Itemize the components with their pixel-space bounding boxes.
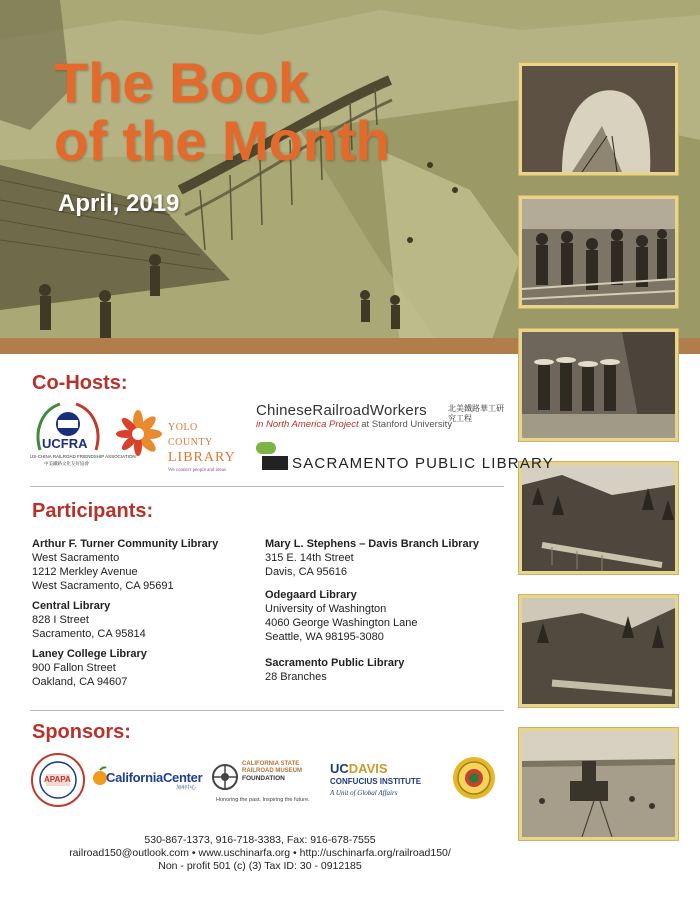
participant-line: West Sacramento, CA 95691	[32, 580, 174, 592]
participant-laney-college	[32, 647, 147, 689]
participant-odegaard-library	[265, 588, 417, 644]
participant-name: Arthur F. Turner Community Library	[32, 538, 219, 550]
ucdavis-confucius-logo	[330, 761, 440, 801]
csrm-line-3: FOUNDATION	[242, 775, 285, 782]
locomotive-wheel-icon	[212, 759, 238, 795]
confucius-institute-label: CONFUCIUS INSTITUTE	[330, 777, 422, 786]
csrm-line-2: RAILROAD MUSEUM	[242, 768, 302, 774]
apapa-logo	[30, 752, 86, 808]
participant-central-library	[32, 599, 146, 641]
gold-seal-logo	[452, 756, 496, 800]
page-title	[54, 51, 494, 172]
footer-contact	[0, 834, 520, 873]
ucdavis-davis: DAVIS	[348, 761, 388, 776]
event-date: April, 2019	[58, 190, 180, 217]
participant-line: 900 Fallon Street	[32, 662, 116, 674]
workers-crowd-photo	[519, 196, 678, 308]
mountain-trestle-photo-2	[519, 595, 678, 707]
participant-line: 828 I Street	[32, 614, 89, 626]
footer-tax-id: Non - profit 501 (c) (3) Tax ID: 30 - 0912185	[158, 860, 362, 872]
cohosts-heading: Co-Hosts:	[32, 372, 128, 394]
railyard-photo	[519, 728, 678, 840]
csrm-line-1: CALIFORNIA STATE	[242, 761, 300, 767]
mountain-trestle-photo-1	[519, 462, 678, 574]
crw-subtitle-plain: at Stanford University	[358, 419, 453, 430]
title-line-2: of the Month	[54, 109, 390, 172]
california-center-name: CaliforniaCenter	[106, 770, 203, 785]
california-center-sub: 加州中心	[176, 785, 197, 791]
participant-line: 4060 George Washington Lane	[265, 617, 418, 629]
participant-name: Central Library	[32, 600, 111, 612]
participant-arthur-turner	[32, 537, 218, 593]
participant-name: Mary L. Stephens – Davis Branch Library	[265, 538, 479, 550]
participant-line: 1212 Merkley Avenue	[32, 566, 138, 578]
csrm-foundation-logo	[212, 757, 332, 807]
yolo-line-2: LIBRARY	[168, 450, 236, 465]
spl-name: SACRAMENTO PUBLIC LIBRARY	[292, 455, 555, 472]
ucdavis-uc: UC	[330, 761, 349, 776]
participant-sacramento-public	[265, 656, 404, 684]
sacramento-public-library-logo	[256, 442, 555, 474]
california-center-logo	[92, 762, 212, 796]
ucfra-abbr: UCFRA	[42, 436, 88, 451]
participant-name: Sacramento Public Library	[265, 657, 405, 669]
workers-group-photo	[519, 329, 678, 441]
spl-badge-icon	[256, 442, 290, 472]
participant-davis-branch	[265, 537, 479, 579]
divider-2	[30, 710, 504, 711]
footer-links[interactable]: railroad150@outlook.com • www.uschinarfa.org • http://uschinarfa.org/railroad150/	[69, 847, 451, 859]
sponsors-heading: Sponsors:	[32, 721, 131, 743]
yolo-county-library-logo	[112, 404, 242, 473]
ucfra-caption-cn: 中美鐵路文化友好協會	[44, 461, 89, 466]
participant-line: West Sacramento	[32, 552, 120, 564]
yolo-line-1: YOLO COUNTY	[168, 422, 213, 448]
crw-subtitle-italic: in North America Project	[256, 419, 359, 430]
participants-heading: Participants:	[32, 500, 154, 522]
participant-line: Oakland, CA 94607	[32, 676, 128, 688]
crw-title: ChineseRailroadWorkers	[256, 402, 427, 419]
title-line-1: The Book	[54, 51, 310, 114]
participant-line: Davis, CA 95616	[265, 566, 347, 578]
participant-line: Seattle, WA 98195-3080	[265, 631, 384, 643]
footer-phones: 530-867-1373, 916-718-3383, Fax: 916-678-7555	[144, 834, 376, 846]
global-affairs-label: A Unit of Global Affairs	[330, 789, 398, 797]
tunnel-photo	[519, 63, 678, 175]
divider-1	[30, 486, 504, 487]
yolo-flower-icon	[112, 408, 164, 460]
participant-name: Laney College Library	[32, 648, 147, 660]
participant-line: 28 Branches	[265, 671, 327, 683]
chinese-railroad-workers-logo	[256, 402, 506, 436]
csrm-tagline: Honoring the past. Inspiring the future.	[216, 797, 310, 803]
participant-line: 315 E. 14th Street	[265, 552, 354, 564]
participant-line: Sacramento, CA 95814	[32, 628, 146, 640]
yolo-tagline: We connect people and ideas	[168, 468, 226, 473]
crw-cjk-text: 北美鐵路華工研究工程	[448, 404, 504, 423]
participant-name: Odegaard Library	[265, 589, 357, 601]
participant-line: University of Washington	[265, 603, 387, 615]
ucdavis-wordmark	[330, 761, 388, 776]
apapa-label: APAPA	[44, 775, 71, 784]
ucfra-caption: US-CHINA RAILROAD FRIENDSHIP ASSOCIATION	[30, 454, 136, 459]
ucfra-logo	[30, 400, 136, 472]
